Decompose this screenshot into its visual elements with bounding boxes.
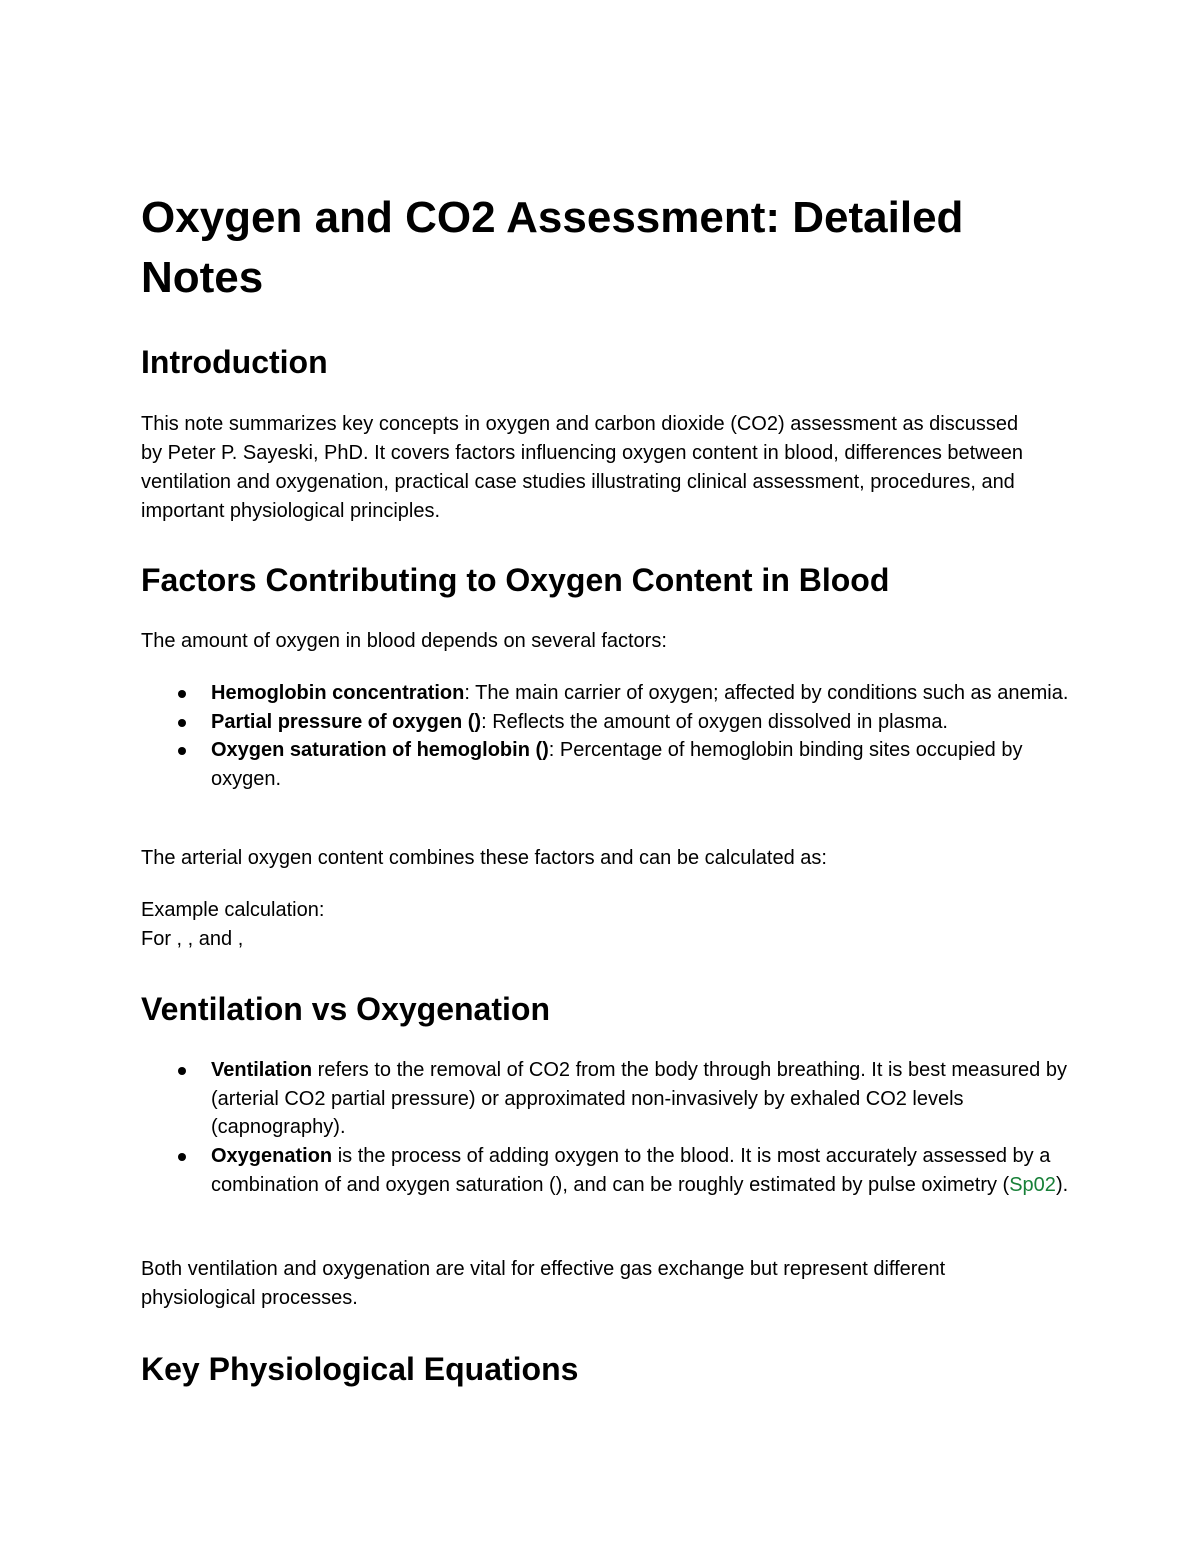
list-item-description: is the process of adding oxygen to the blood. It is most accurately assessed by a combination of and oxygen saturation (), and can be roughly estimated by pulse oximetry ( xyxy=(211,1144,1051,1196)
list-item xyxy=(141,736,1071,793)
list-item xyxy=(141,679,1071,708)
list-item-description: : The main carrier of oxygen; affected by conditions such as anemia. xyxy=(464,682,1069,704)
list-item-description: refers to the removal of CO2 from the body through breathing. It is best measured by (arterial CO2 partial pressure) or approximated non-invasively by exhaled CO2 levels (capnography). xyxy=(211,1059,1067,1138)
factors-list xyxy=(141,679,1071,793)
bullet-icon xyxy=(178,719,186,727)
page-title: Oxygen and CO2 Assessment: Detailed Notes xyxy=(141,193,964,302)
intro-paragraph: This note summarizes key concepts in oxygen and carbon dioxide (CO2) assessment as discussed by Peter P. Sayeski, PhD. It covers factors influencing oxygen content in blood, differences between ventilation and oxygenation, practical case studies illustrating clinical assessment, procedures, and important physiological principles. xyxy=(141,413,1023,522)
bullet-icon xyxy=(178,1067,186,1075)
bullet-icon xyxy=(178,747,186,755)
example-calculation-label: Example calculation: xyxy=(141,899,325,921)
spo2-code: Sp02 xyxy=(1009,1174,1056,1196)
list-item-term: Hemoglobin concentration xyxy=(211,682,465,704)
list-item-term: Ventilation xyxy=(211,1059,313,1081)
list-item-tail: ). xyxy=(1055,1174,1069,1196)
list-item xyxy=(141,1056,1071,1142)
bullet-icon xyxy=(178,1153,186,1161)
example-calculation-line: For , , and , xyxy=(141,928,244,950)
bullet-icon xyxy=(178,690,186,698)
list-item-term: Oxygen saturation of hemoglobin () xyxy=(211,739,549,761)
section-heading-ventilation: Ventilation vs Oxygenation xyxy=(141,991,550,1027)
list-item-description: : Percentage of hemoglobin binding sites occupied by oxygen. xyxy=(211,739,1023,790)
section-heading-factors: Factors Contributing to Oxygen Content in Blood xyxy=(141,562,890,598)
list-item-term: Partial pressure of oxygen () xyxy=(211,710,482,733)
factors-lead-paragraph: The amount of oxygen in blood depends on several factors: xyxy=(141,630,667,652)
list-item-term: Oxygenation xyxy=(211,1144,333,1167)
ventilation-summary-paragraph: Both ventilation and oxygenation are vital for effective gas exchange but represent different physiological processes. xyxy=(141,1258,946,1309)
section-heading-introduction: Introduction xyxy=(141,344,328,380)
ventilation-list xyxy=(141,1056,1071,1201)
section-heading-equations: Key Physiological Equations xyxy=(141,1351,579,1387)
list-item xyxy=(141,708,1071,737)
list-item-description: : Reflects the amount of oxygen dissolved in plasma. xyxy=(481,710,948,733)
factors-after-paragraph: The arterial oxygen content combines these factors and can be calculated as: xyxy=(141,847,827,869)
list-item xyxy=(141,1142,1071,1201)
